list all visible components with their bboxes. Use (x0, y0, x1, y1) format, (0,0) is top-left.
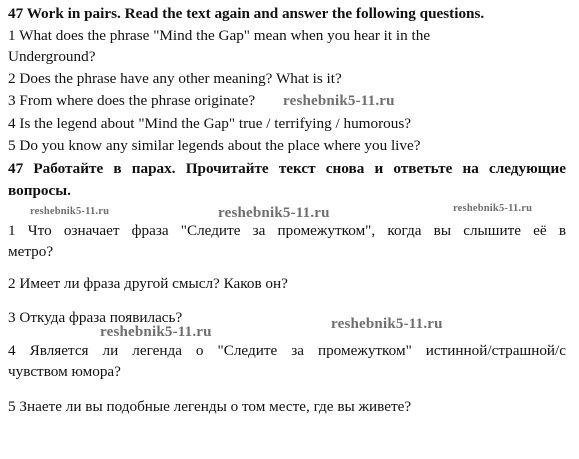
russian-question-1-line-1: 1 Что означает фраза "Следите за промежутком", когда вы слышите её в (8, 222, 566, 239)
english-heading: 47 Work in pairs. Read the text again and answer the following questions. (8, 5, 485, 22)
english-question-1-line-1: 1 What does the phrase "Mind the Gap" mean when you hear it in the (8, 27, 431, 44)
english-question-2: 2 Does the phrase have any other meaning? What is it? (8, 70, 342, 87)
english-question-5: 5 Do you know any similar legends about the place where you live? (8, 137, 421, 154)
english-question-3: 3 From where does the phrase originate? (8, 92, 256, 109)
russian-question-5: 5 Знаете ли вы подобные легенды о том месте, где вы живете? (8, 398, 412, 415)
russian-question-2: 2 Имеет ли фраза другой смысл? Каков он? (8, 275, 288, 292)
russian-heading-line-1: 47 Работайте в парах. Прочитайте текст снова и ответьте на следующие (8, 160, 566, 177)
russian-heading-line-2: вопросы. (8, 182, 71, 199)
watermark: reshebnik5-11.ru (100, 324, 212, 340)
russian-question-3: 3 Откуда фраза появилась? (8, 309, 183, 326)
russian-question-4-line-1: 4 Является ли легенда о "Следите за промежутком" истинной/страшной/с (8, 342, 566, 359)
english-question-4: 4 Is the legend about "Mind the Gap" true / terrifying / humorous? (8, 115, 411, 132)
watermark: reshebnik5-11.ru (331, 316, 443, 332)
english-question-1-line-2: Underground? (8, 48, 96, 65)
russian-question-1-line-2: метро? (8, 243, 54, 260)
watermark: reshebnik5-11.ru (218, 205, 330, 221)
watermark: reshebnik5-11.ru (453, 203, 533, 214)
watermark: reshebnik5-11.ru (30, 206, 110, 217)
russian-question-4-line-2: чувством юмора? (8, 363, 121, 380)
watermark: reshebnik5-11.ru (283, 93, 395, 109)
